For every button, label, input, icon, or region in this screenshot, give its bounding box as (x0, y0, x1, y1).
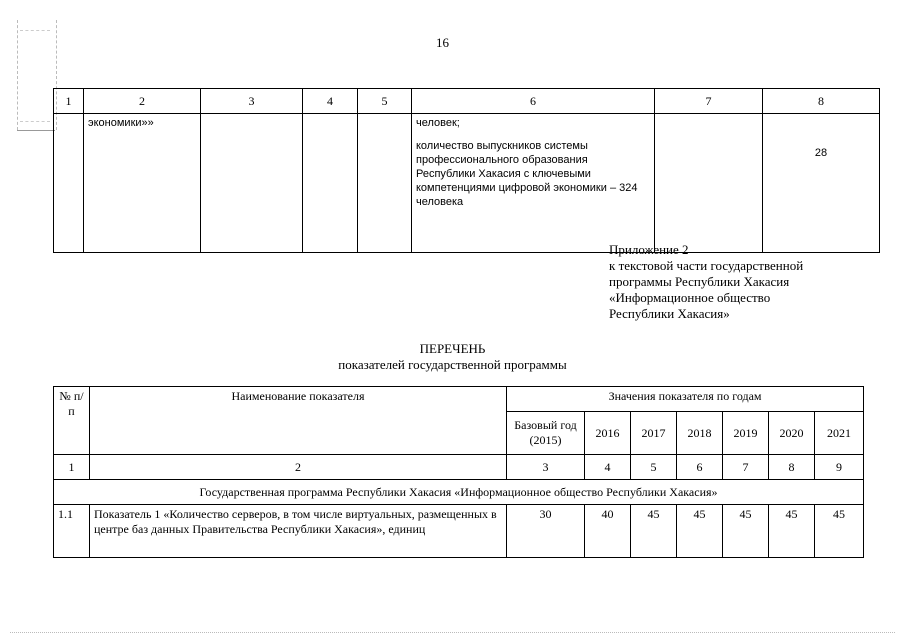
column-index: 1 (54, 455, 90, 480)
column-index: 9 (815, 455, 864, 480)
value-year: 45 (723, 505, 769, 558)
continuation-row (54, 114, 880, 253)
result-line: количество выпускников системы профессионального образования Республики Хакасия с ключевыми компетенциями цифровой экономики – 324 человека (416, 140, 638, 208)
continuation-header-row (54, 89, 880, 114)
column-index: 5 (631, 455, 677, 480)
scan-edge (10, 632, 895, 635)
header-year: 2021 (815, 412, 864, 455)
col-number: 4 (303, 89, 358, 114)
value-year: 40 (585, 505, 631, 558)
stamp-divider (17, 130, 55, 131)
col-number: 1 (54, 89, 84, 114)
column-index: 4 (585, 455, 631, 480)
page-number: 16 (436, 35, 449, 50)
header-year: 2016 (585, 412, 631, 455)
col-number: 2 (84, 89, 201, 114)
cell-empty (201, 114, 303, 253)
cell-program-name: экономики»» (84, 114, 201, 253)
document-subtitle: показателей государственной программы (338, 357, 567, 372)
appendix-line: «Информационное общество (609, 290, 771, 305)
column-numbering-row (54, 455, 864, 480)
column-index: 3 (507, 455, 585, 480)
cell-empty (358, 114, 412, 253)
value-year: 45 (677, 505, 723, 558)
header-year: 2017 (631, 412, 677, 455)
col-number: 7 (655, 89, 763, 114)
header-base-year: Базовый год (2015) (507, 412, 585, 455)
column-index: 8 (769, 455, 815, 480)
header-row (54, 387, 864, 412)
value-year: 45 (769, 505, 815, 558)
cell-empty (54, 114, 84, 253)
result-line: человек; (416, 117, 460, 129)
document-title: ПЕРЕЧЕНЬ (419, 341, 486, 356)
header-year: 2019 (723, 412, 769, 455)
cell-results (412, 114, 655, 253)
column-index: 7 (723, 455, 769, 480)
column-index: 2 (90, 455, 507, 480)
indicator-name: Показатель 1 «Количество серверов, в том числе виртуальных, размещенных в центре баз данных Правительства Республики Хакасия», единиц (90, 505, 507, 558)
header-number: № п/п (54, 387, 90, 455)
col-number: 3 (201, 89, 303, 114)
column-index: 6 (677, 455, 723, 480)
program-row (54, 480, 864, 505)
appendix-line: к текстовой части государственной (609, 258, 804, 273)
table-row (54, 505, 864, 558)
indicators-table (53, 386, 864, 558)
continuation-table (53, 88, 880, 253)
row-number: 1.1 (54, 505, 90, 558)
header-year: 2020 (769, 412, 815, 455)
value-year: 45 (631, 505, 677, 558)
appendix-line: программы Республики Хакасия (609, 274, 790, 289)
header-indicator-name: Наименование показателя (90, 387, 507, 455)
header-year: 2018 (677, 412, 723, 455)
col-number: 6 (412, 89, 655, 114)
value-base-year: 30 (507, 505, 585, 558)
col-number: 5 (358, 89, 412, 114)
cell-empty (655, 114, 763, 253)
appendix-note (609, 242, 803, 322)
header-values-by-year: Значения показателя по годам (507, 387, 864, 412)
appendix-line: Приложение 2 (609, 242, 689, 257)
program-title: Государственная программа Республики Хакасия «Информационное общество Республики Хакасия» (54, 480, 864, 505)
value-year: 45 (815, 505, 864, 558)
registration-stamp (17, 20, 57, 130)
cell-empty (303, 114, 358, 253)
col-number: 8 (763, 89, 880, 114)
appendix-line: Республики Хакасия» (609, 306, 730, 321)
cell-value: 28 (763, 114, 880, 253)
